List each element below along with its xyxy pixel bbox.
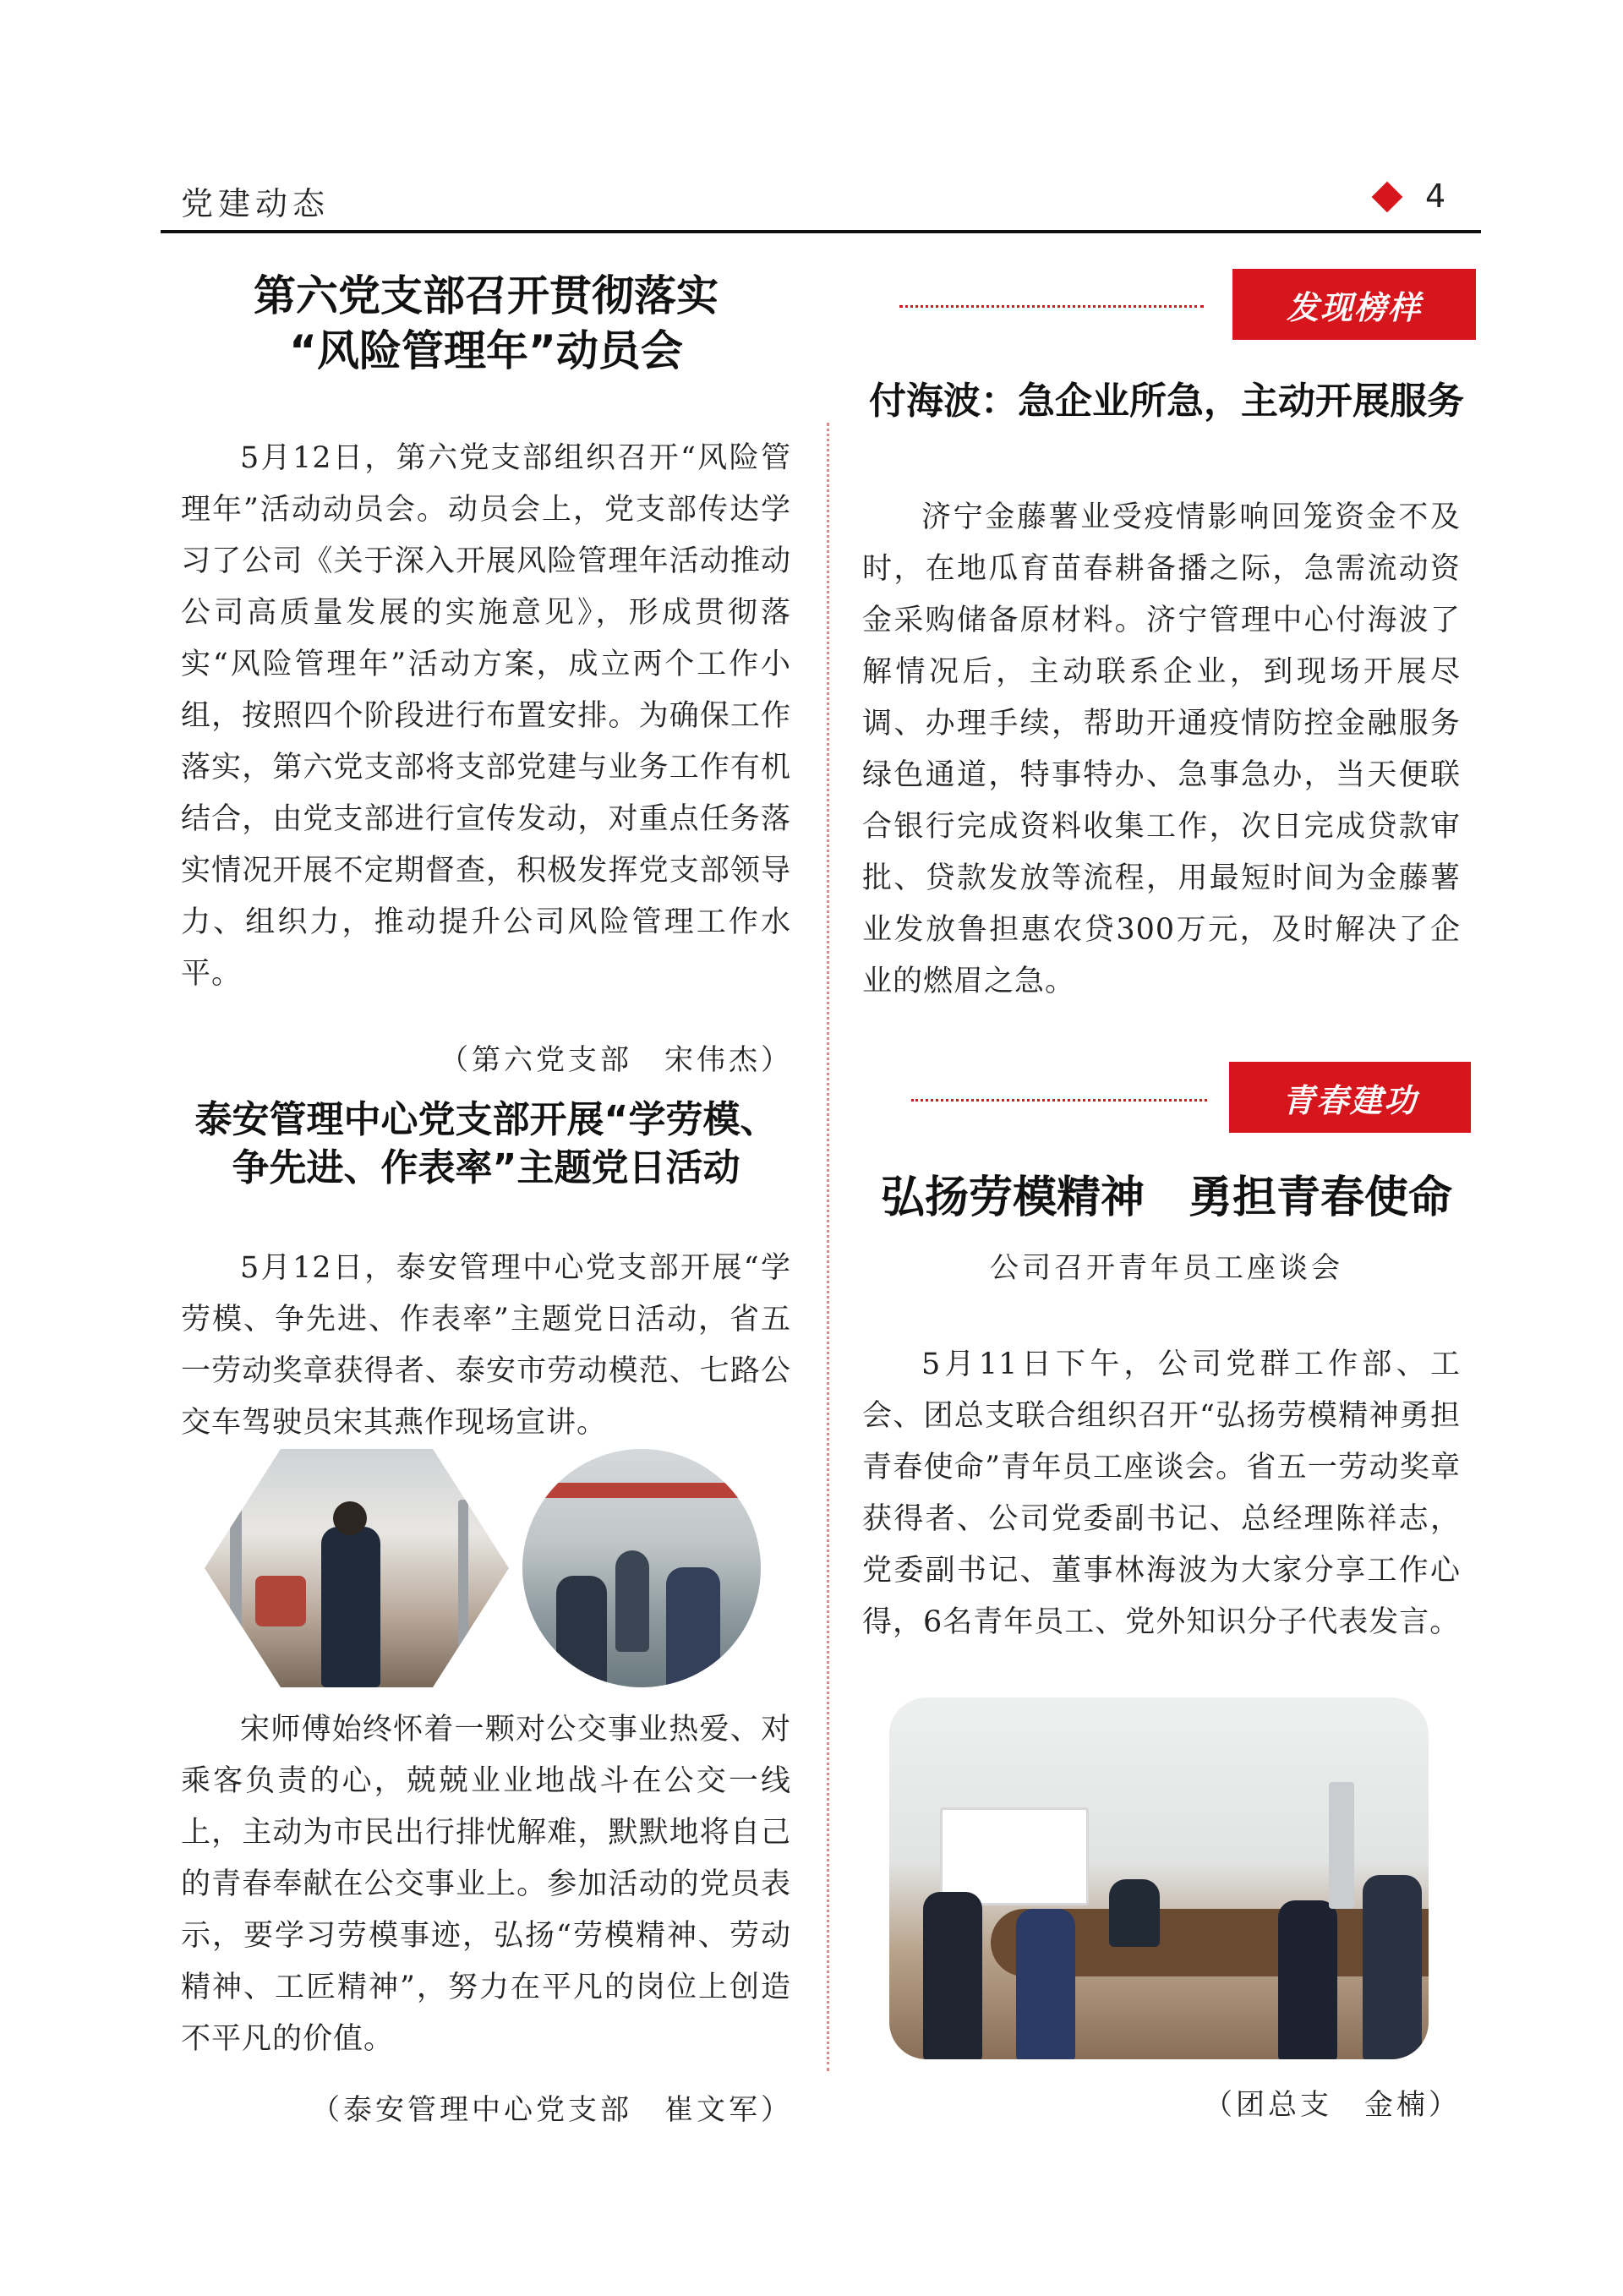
article1-title-line1: 第六党支部召开贯彻落实 [254,271,719,320]
article2-signature: （泰安管理中心党支部 崔文军） [311,2093,793,2127]
attendee-figure [1109,1879,1160,1947]
audience-figure [556,1576,607,1687]
bus-pole [458,1500,468,1687]
article4-subtitle: 公司召开青年员工座谈会 [990,1251,1343,1285]
attendee-figure [923,1892,982,2059]
driver-figure [321,1527,380,1687]
article3-title: 付海波：急企业所急，主动开展服务 [869,380,1464,423]
article2-body-intro: 5月12日，泰安管理中心党支部开展“学劳模、争先进、作表率”主题党日活动，省五一劳动奖章获得者、泰安市劳动模范、七路公交车驾驶员宋其燕作现场宣讲。 [181,1251,791,1440]
audience-figure [615,1550,649,1652]
tag2-dotted-line [911,1099,1207,1102]
article1-signature: （第六党支部 宋伟杰） [440,1043,793,1077]
header-rule [161,230,1481,233]
page-number: 4 [1425,178,1446,215]
article1-body: 5月12日，第六党支部组织召开“风险管理年”活动动员会。动员会上，党支部传达学习了公司《关于深入开展风险管理年活动推动公司高质量发展的实施意见》，形成贯彻落实“风险管理年”活动方案，成立两个工作小组，按照四个阶段进行布置安排。为确保工作落实，第六党支部将支部党建与业务工作有机结合，由党支部进行宣传发动，对重点任务落实情况开展不定期督查，积极发挥党支部领导力、组织力，推动提升公司风险管理工作水平。 [181,441,791,991]
article3-body: 济宁金藤薯业受疫情影响回笼资金不及时，在地瓜育苗春耕备播之际，急需流动资金采购储备原材料。济宁管理中心付海波了解情况后，主动联系企业，到现场开展尽调、办理手续，帮助开通疫情防控金融服务绿色通道，特事特办、急事急办，当天便联合银行完成资料收集工作，次日完成贷款审批、贷款发放等流程，用最短时间为金藤薯业发放鲁担惠农贷300万元，及时解决了企业的燃眉之急。 [862,500,1461,998]
projection-screen [940,1807,1089,1905]
article4-signature: （团总支 金楠） [1204,2088,1461,2122]
window-panel [1329,1782,1354,1909]
article1-title [161,269,812,379]
article4-body: 5月11日下午，公司党群工作部、工会、团总支联合组织召开“弘扬劳模精神勇担青春使命”青年员工座谈会。省五一劳动奖章获得者、公司党委副书记、总经理陈祥志，党委副书记、董事林海波为大家分享工作心得，6名青年员工、党外知识分子代表发言。 [862,1348,1461,1639]
attendee-figure [1278,1900,1337,2059]
article2-body: 宋师傅始终怀着一颗对公交事业热爱、对乘客负责的心，兢兢业业地战斗在公交一线上，主动为市民出行排忧解难，默默地将自己的青春奉献在公交事业上。参加活动的党员表示，要学习劳模事迹，弘扬“劳模精神、劳动精神、工匠精神”，努力在平凡的岗位上创造不平凡的价值。 [181,1713,791,2056]
article2-title [161,1096,812,1192]
article2-title-line2: 争先进、作表率”主题党日活动 [232,1146,740,1190]
attendee-figure [1363,1875,1422,2059]
attendee-figure [1016,1909,1075,2059]
bus-seat [255,1576,306,1626]
driver-head [333,1501,367,1535]
bus-rail [522,1483,761,1498]
audience-figure [666,1567,720,1687]
tag-discover-role-model: 发现榜样 [1232,269,1476,340]
tag1-dotted-line [899,305,1204,308]
article2-title-line1: 泰安管理中心党支部开展“学劳模、 [194,1098,778,1141]
section-title: 党建动态 [181,185,331,222]
bus-pole [230,1500,242,1687]
tag-youth-contribution: 青春建功 [1229,1062,1471,1133]
meeting-photo [889,1697,1429,2059]
article1-title-line2: “风险管理年”动员会 [289,326,683,375]
bus-driver-photo [205,1449,509,1687]
bus-audience-photo [522,1449,761,1687]
diamond-icon [1372,182,1403,213]
column-divider [827,423,829,2071]
article4-title: 弘扬劳模精神 勇担青春使命 [880,1173,1452,1223]
